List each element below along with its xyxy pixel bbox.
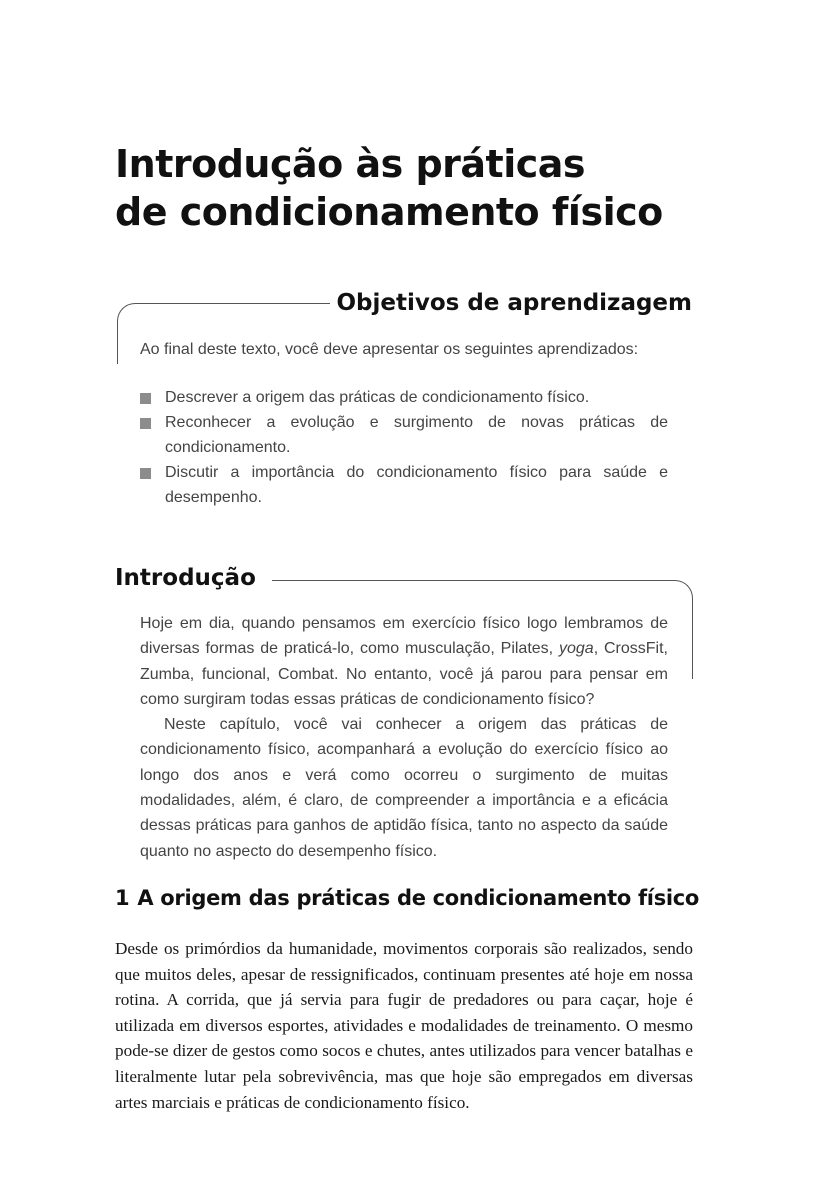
square-bullet-icon [140,468,151,479]
introduction-heading: Introdução [115,565,256,591]
objectives-list-item [140,460,668,510]
objectives-item-text: Discutir a importância do condicionamento físico para saúde e desempenho. [165,464,668,506]
introduction-body [140,611,668,864]
section-1-heading [115,883,699,913]
objectives-heading: Objetivos de aprendizagem [336,290,692,316]
introduction-p1-italic-term: yoga [558,640,594,658]
section-1-body-paragraph: Desde os primórdios da humanidade, movimentos corporais são realizados, sendo que muitos deles, apesar de ressignificados, continuam presentes até hoje em nossa rotina. A corrida, que já servia para fugir de predadores ou para caçar, hoje é utilizada em diversos esportes, atividades e modalidades de treinamento. O mesmo pode-se dizer de gestos como socos e chutes, antes utilizados para vencer batalhas e literalmente lutar pela sobrevivência, mas que hoje são empregados em diversas artes marciais e práticas de condicionamento físico. [115,939,693,1112]
section-number: 1 [115,886,130,910]
introduction-p1-end: , CrossFit, Zumba, funcional, Combat. No entanto, você já parou para pensar em como surgiram todas essas práticas de condicionamento físico? [140,640,668,708]
section-title: A origem das práticas de condicionamento físico [137,886,700,910]
introduction-paragraph-2: Neste capítulo, você vai conhecer a origem das práticas de condicionamento físico, acompanhará a evolução do exercício físico ao longo dos anos e verá como ocorreu o surgimento de muitas modalidades, além, é claro, de compreender a importância e a eficácia dessas práticas para ganhos de aptidão física, tanto no aspecto da saúde quanto no aspecto do desempenho físico. [140,716,668,860]
square-bullet-icon [140,393,151,404]
introduction-p1-start: Hoje em dia, quando pensamos em exercício físico logo lembramos de diversas formas de praticá-lo, como musculação, Pilates, [140,615,668,658]
chapter-title-line-1: Introdução às práticas [115,142,586,186]
objectives-lead-text: Ao final deste texto, você deve apresentar os seguintes aprendizados: [140,341,639,358]
objectives-list-item [140,410,668,460]
chapter-title-line-2: de condicionamento físico [115,190,663,234]
introduction-paragraph-1 [140,611,668,712]
objectives-item-text: Reconhecer a evolução e surgimento de novas práticas de condicionamento. [165,414,668,456]
chapter-title [115,140,663,236]
objectives-item-text: Descrever a origem das práticas de condicionamento físico. [165,389,590,406]
square-bullet-icon [140,418,151,429]
objectives-list-item [140,385,668,410]
objectives-list [140,385,668,510]
